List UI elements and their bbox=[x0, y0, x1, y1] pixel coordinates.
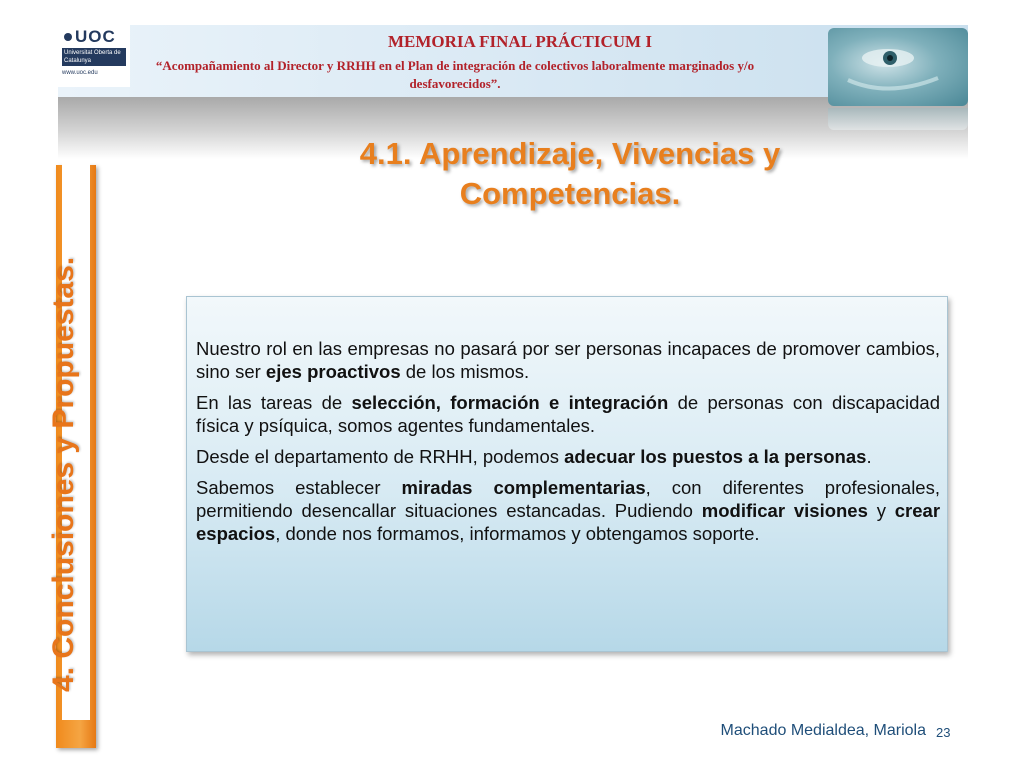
text-run: Desde el departamento de RRHH, podemos bbox=[196, 446, 565, 467]
paragraph-1 bbox=[196, 337, 940, 383]
slide-title: 4.1. Aprendizaje, Vivencias y Competencias. bbox=[359, 136, 781, 211]
text-run: Sabemos establecer bbox=[196, 477, 402, 498]
eye-photo-icon bbox=[828, 28, 968, 106]
content-text bbox=[196, 337, 940, 553]
bold-run: selección, formación e integración bbox=[351, 392, 669, 413]
header-photo bbox=[828, 28, 968, 106]
text-run: En las tareas de bbox=[196, 392, 352, 413]
logo-word: UOC bbox=[75, 27, 116, 46]
logo-subtitle: Universitat Oberta de Catalunya bbox=[62, 48, 126, 66]
bold-run: miradas complementarias bbox=[401, 477, 646, 498]
uoc-logo-mark bbox=[64, 27, 134, 47]
text-run: . bbox=[866, 446, 872, 467]
text-run: de personas con discapacidad física y psíquica, somos agentes fundamentales. bbox=[196, 392, 940, 436]
section-label: 4. Conclusiones y Propuestas. bbox=[47, 256, 80, 692]
text-run: y bbox=[867, 500, 895, 521]
bold-run: ejes proactivos bbox=[265, 361, 401, 382]
footer-author: Machado Medialdea, Mariola bbox=[720, 722, 926, 739]
header-title: MEMORIA FINAL PRÁCTICUM I bbox=[388, 32, 652, 51]
bold-run: modificar visiones bbox=[701, 500, 868, 521]
paragraph-3 bbox=[196, 445, 940, 468]
paragraph-2 bbox=[196, 391, 940, 437]
text-run: de los mismos. bbox=[400, 361, 530, 382]
text-run: , donde nos formamos, informamos y obtengamos soporte. bbox=[275, 523, 760, 544]
logo-dot-icon bbox=[64, 33, 72, 41]
header-subtitle: “Acompañamiento al Director y RRHH en el Plan de integración de colectivos laboralmente marginados y/o desfavorecidos”. bbox=[155, 58, 755, 91]
text-run: Nuestro rol en las empresas no pasará por ser personas incapaces de promover cambios, sino ser bbox=[196, 338, 940, 382]
paragraph-4 bbox=[196, 476, 940, 545]
text-run: , con diferentes profesionales, permitiendo desencallar situaciones estancadas. Pudiendo bbox=[196, 477, 940, 521]
bold-run: adecuar los puestos a la personas bbox=[564, 446, 867, 467]
bold-run: crear espacios bbox=[196, 500, 941, 544]
page-number: 23 bbox=[936, 725, 951, 740]
header-photo-reflection bbox=[828, 108, 968, 130]
logo-url: www.uoc.edu bbox=[62, 70, 98, 76]
